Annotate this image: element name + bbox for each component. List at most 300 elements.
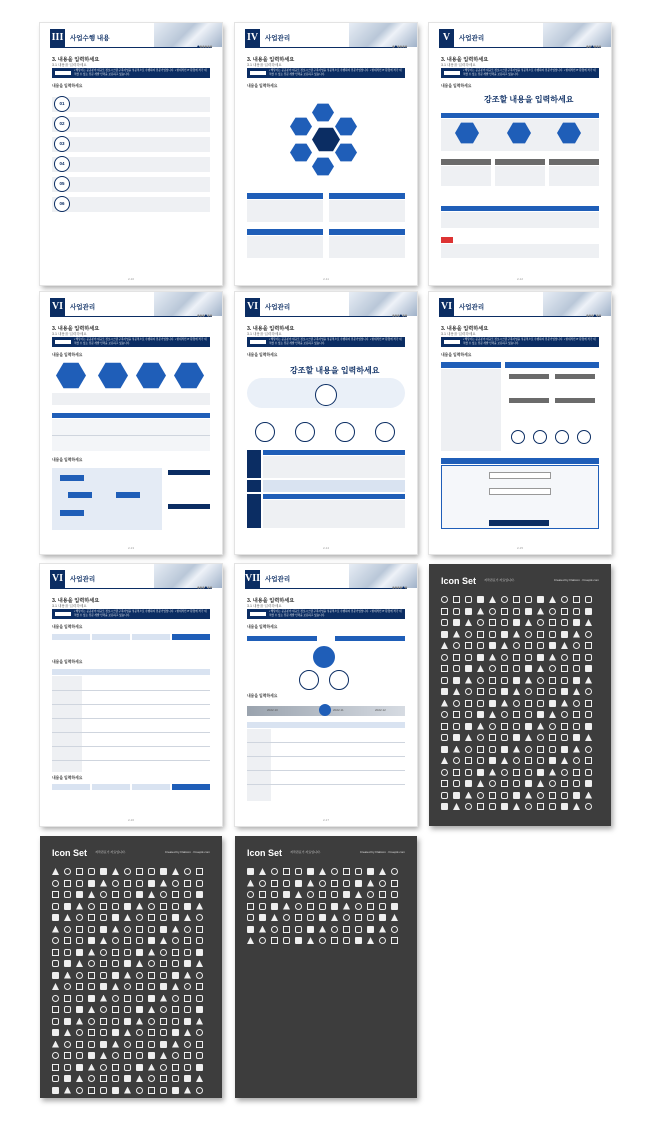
icon-glyph	[148, 914, 155, 921]
page-number: 2-12	[516, 277, 523, 281]
icon-glyph	[489, 769, 496, 776]
icon-glyph	[549, 746, 556, 753]
icon-glyph	[379, 880, 386, 887]
icon-glyph	[52, 1029, 59, 1036]
icon-glyph	[124, 903, 131, 910]
icon-glyph	[379, 891, 386, 898]
icon-glyph	[477, 746, 484, 753]
icon-glyph	[136, 891, 143, 898]
icon-glyph	[585, 769, 592, 776]
icon-glyph	[88, 983, 95, 990]
icon-glyph	[441, 677, 448, 684]
icon-glyph	[465, 654, 472, 661]
list-row	[52, 197, 210, 212]
summary-band: • 해당사는 공공분야 대규모 정보시스템 구축사업을 성공적으로 수행하여 전문기업입니다. • 현대적인 IT 환경에 적극 대처할 수 있는 전문 개발 인력을 보유하고 있습니다.	[441, 68, 599, 78]
icon-glyph	[136, 914, 143, 921]
icon-glyph	[561, 723, 568, 730]
icon-glyph	[441, 631, 448, 638]
summary-band: • 해당사는 공공분야 대규모 정보시스템 구축사업을 성공적으로 수행하여 전문기업입니다. • 현대적인 IT 환경에 적극 대처할 수 있는 전문 개발 인력을 보유하고 있습니다.	[52, 337, 210, 347]
icon-glyph	[343, 926, 350, 933]
icon-glyph	[489, 665, 496, 672]
icon-glyph	[501, 757, 508, 764]
icon-set-title: Icon Set	[441, 576, 477, 586]
keyword-circle	[335, 422, 355, 442]
icon-glyph	[585, 723, 592, 730]
icon-glyph	[561, 688, 568, 695]
summary-band: • 해당사는 공공분야 대규모 정보시스템 구축사업을 성공적으로 수행하여 전문기업입니다. • 현대적인 IT 환경에 적극 대처할 수 있는 전문 개발 인력을 보유하고 있습니다.	[441, 337, 599, 347]
item-heading: 내용을 입력하세요	[52, 625, 83, 629]
icon-glyph	[136, 903, 143, 910]
icon-glyph	[453, 688, 460, 695]
icon-glyph	[184, 1075, 191, 1082]
icon-glyph	[124, 1087, 131, 1094]
icon-glyph	[76, 1087, 83, 1094]
icon-glyph	[172, 949, 179, 956]
icon-glyph	[561, 780, 568, 787]
icon-glyph	[124, 995, 131, 1002]
icon-glyph	[501, 792, 508, 799]
icon-glyph	[112, 926, 119, 933]
icon-glyph	[585, 608, 592, 615]
icon-glyph	[477, 734, 484, 741]
icon-glyph	[477, 803, 484, 810]
icon-glyph	[465, 596, 472, 603]
icon-glyph	[489, 631, 496, 638]
icon-glyph	[112, 880, 119, 887]
icon-glyph	[319, 926, 326, 933]
section-title: 3. 내용을 입력하세요	[441, 326, 489, 332]
page-number: 2-17	[322, 818, 329, 822]
icon-glyph	[124, 1041, 131, 1048]
icon-glyph	[76, 903, 83, 910]
icon-glyph	[196, 937, 203, 944]
icon-glyph	[112, 949, 119, 956]
icon-glyph	[585, 792, 592, 799]
icon-glyph	[367, 880, 374, 887]
icon-glyph	[585, 631, 592, 638]
icon-glyph	[441, 803, 448, 810]
icon-glyph	[307, 880, 314, 887]
icon-glyph	[501, 619, 508, 626]
page-header	[40, 292, 222, 320]
icon-glyph	[52, 1064, 59, 1071]
hexagon	[174, 362, 204, 389]
icon-glyph	[501, 700, 508, 707]
icon-glyph	[453, 596, 460, 603]
icon-glyph	[172, 1006, 179, 1013]
icon-glyph	[489, 677, 496, 684]
icon-glyph	[453, 780, 460, 787]
icon-glyph	[172, 1075, 179, 1082]
icon-set-page-1[interactable]	[429, 564, 611, 826]
icon-glyph	[501, 769, 508, 776]
icon-glyph	[136, 1064, 143, 1071]
icon-glyph	[573, 803, 580, 810]
icon-glyph	[148, 960, 155, 967]
icon-glyph	[331, 914, 338, 921]
number-circle: 02	[54, 116, 70, 132]
icon-glyph	[537, 780, 544, 787]
icon-glyph	[513, 723, 520, 730]
page-thumbnail-2[interactable]	[235, 23, 417, 285]
icon-glyph	[319, 937, 326, 944]
icon-glyph	[88, 1029, 95, 1036]
icon-glyph	[525, 688, 532, 695]
icon-glyph	[453, 631, 460, 638]
icon-glyph	[525, 665, 532, 672]
icon-glyph	[136, 983, 143, 990]
icon-glyph	[283, 880, 290, 887]
summary-band: • 해당사는 공공분야 대규모 정보시스템 구축사업을 성공적으로 수행하여 전문기업입니다. • 현대적인 IT 환경에 적극 대처할 수 있는 전문 개발 인력을 보유하고 있습니다.	[247, 337, 405, 347]
icon-glyph	[513, 792, 520, 799]
icon-glyph	[525, 654, 532, 661]
icon-glyph	[489, 608, 496, 615]
icon-glyph	[64, 1075, 71, 1082]
icon-glyph	[124, 983, 131, 990]
icon-glyph	[283, 926, 290, 933]
icon-glyph	[465, 642, 472, 649]
page-thumbnail-7[interactable]	[40, 564, 222, 826]
icon-glyph	[585, 642, 592, 649]
icon-glyph	[184, 1018, 191, 1025]
icon-glyph	[453, 642, 460, 649]
icon-glyph	[561, 596, 568, 603]
hexagon	[290, 143, 312, 162]
icon-glyph	[501, 665, 508, 672]
item-heading: 내용을 입력하세요	[52, 776, 83, 780]
icon-glyph	[76, 891, 83, 898]
icon-glyph	[343, 868, 350, 875]
icon-glyph	[331, 903, 338, 910]
icon-glyph	[196, 995, 203, 1002]
page-thumbnail-3[interactable]	[429, 23, 611, 285]
hexagon	[312, 103, 334, 122]
center-hexagon	[312, 127, 340, 152]
icon-glyph	[112, 891, 119, 898]
icon-glyph	[453, 746, 460, 753]
text-box	[247, 236, 323, 258]
icon-glyph	[453, 734, 460, 741]
icon-glyph	[343, 880, 350, 887]
icon-glyph	[196, 868, 203, 875]
icon-glyph	[513, 803, 520, 810]
icon-glyph	[100, 1006, 107, 1013]
page-number: 2-15	[516, 546, 523, 550]
icon-glyph	[489, 723, 496, 730]
icon-glyph	[501, 803, 508, 810]
icon-glyph	[64, 1029, 71, 1036]
icon-glyph	[549, 619, 556, 626]
icon-glyph	[513, 596, 520, 603]
icon-glyph	[331, 926, 338, 933]
icon-glyph	[453, 711, 460, 718]
icon-glyph	[259, 868, 266, 875]
progress-dots: ●●●●●●	[391, 313, 407, 319]
icon-glyph	[52, 1018, 59, 1025]
page-thumbnail-6[interactable]	[429, 292, 611, 554]
icon-glyph	[64, 949, 71, 956]
icon-glyph	[100, 1018, 107, 1025]
header-bar	[247, 193, 323, 199]
icon-glyph	[367, 868, 374, 875]
icon-glyph	[247, 880, 254, 887]
icon-glyph	[585, 734, 592, 741]
icon-glyph	[124, 937, 131, 944]
icon-glyph	[160, 983, 167, 990]
icon-glyph	[184, 1006, 191, 1013]
icon-glyph	[319, 891, 326, 898]
icon-glyph	[76, 868, 83, 875]
chapter-number: III	[50, 29, 65, 47]
icon-glyph	[160, 903, 167, 910]
page-number: 2-10	[127, 277, 134, 281]
icon-glyph	[196, 983, 203, 990]
page-header	[429, 292, 611, 320]
icon-glyph	[52, 983, 59, 990]
icon-glyph	[88, 868, 95, 875]
icon-glyph	[124, 1029, 131, 1036]
icon-glyph	[172, 937, 179, 944]
icon-set-page-3[interactable]	[235, 836, 417, 1098]
icon-glyph	[537, 711, 544, 718]
icon-glyph	[537, 654, 544, 661]
icon-glyph	[513, 654, 520, 661]
icon-set-page-2[interactable]	[40, 836, 222, 1098]
icon-glyph	[489, 700, 496, 707]
icon-glyph	[561, 608, 568, 615]
icon-glyph	[525, 780, 532, 787]
chapter-number: VI	[50, 298, 65, 316]
icon-glyph	[76, 1006, 83, 1013]
page-thumbnail-5[interactable]	[235, 292, 417, 554]
icon-glyph	[64, 880, 71, 887]
icon-glyph	[148, 1087, 155, 1094]
icon-glyph	[271, 926, 278, 933]
icon-glyph	[64, 937, 71, 944]
icon-glyph	[441, 665, 448, 672]
icon-glyph	[136, 949, 143, 956]
icon-glyph	[513, 734, 520, 741]
timeline-date: 2022.11	[333, 708, 344, 712]
icon-glyph	[160, 937, 167, 944]
icon-glyph	[295, 937, 302, 944]
icon-glyph	[271, 914, 278, 921]
header-bar	[329, 229, 405, 235]
icon-glyph	[88, 1006, 95, 1013]
icon-glyph	[112, 1087, 119, 1094]
icon-glyph	[573, 734, 580, 741]
icon-glyph	[100, 983, 107, 990]
icon-glyph	[52, 914, 59, 921]
icon-glyph	[172, 1018, 179, 1025]
icon-glyph	[88, 960, 95, 967]
icon-glyph	[525, 792, 532, 799]
icon-glyph	[441, 746, 448, 753]
icon-glyph	[465, 665, 472, 672]
icon-glyph	[477, 596, 484, 603]
icon-glyph	[283, 891, 290, 898]
icon-glyph	[549, 596, 556, 603]
icon-glyph	[501, 711, 508, 718]
icon-glyph	[196, 926, 203, 933]
icon-glyph	[453, 677, 460, 684]
icon-glyph	[477, 654, 484, 661]
icon-glyph	[160, 1018, 167, 1025]
chapter-title: 사업관리	[265, 304, 291, 311]
icon-glyph	[148, 1064, 155, 1071]
icon-glyph	[585, 688, 592, 695]
icon-glyph	[573, 757, 580, 764]
icon-glyph	[379, 926, 386, 933]
icon-glyph	[489, 780, 496, 787]
icon-glyph	[561, 711, 568, 718]
icon-glyph	[52, 960, 59, 967]
icon-glyph	[561, 769, 568, 776]
icon-glyph	[196, 1018, 203, 1025]
icon-glyph	[184, 1064, 191, 1071]
icon-glyph	[573, 665, 580, 672]
icon-glyph	[295, 926, 302, 933]
icon-glyph	[112, 1052, 119, 1059]
icon-glyph	[259, 926, 266, 933]
icon-glyph	[148, 868, 155, 875]
icon-glyph	[52, 903, 59, 910]
icon-glyph	[52, 949, 59, 956]
icon-glyph	[271, 903, 278, 910]
page-header	[235, 23, 417, 51]
icon-glyph	[112, 1075, 119, 1082]
icon-glyph	[172, 926, 179, 933]
icon-glyph	[295, 891, 302, 898]
icon-glyph	[247, 891, 254, 898]
icon-glyph	[76, 926, 83, 933]
icon-glyph	[537, 665, 544, 672]
icon-glyph	[184, 926, 191, 933]
icon-glyph	[489, 792, 496, 799]
icon-glyph	[501, 677, 508, 684]
subsection-title: 3.1 내용을 입력하세요	[52, 604, 87, 608]
icon-glyph	[319, 914, 326, 921]
icon-glyph	[172, 1064, 179, 1071]
icon-glyph	[64, 960, 71, 967]
timeline-date: 2022.10	[267, 708, 278, 712]
list-row	[52, 117, 210, 132]
icon-glyph	[525, 734, 532, 741]
summary-band: • 해당사는 공공분야 대규모 정보시스템 구축사업을 성공적으로 수행하여 전문기업입니다. • 현대적인 IT 환경에 적극 대처할 수 있는 전문 개발 인력을 보유하고 있습니다.	[52, 68, 210, 78]
icon-glyph	[355, 926, 362, 933]
icon-glyph	[184, 960, 191, 967]
icon-glyph	[196, 1006, 203, 1013]
icon-glyph	[561, 631, 568, 638]
icon-glyph	[367, 903, 374, 910]
icon-glyph	[136, 937, 143, 944]
icon-glyph	[477, 700, 484, 707]
item-heading: 내용을 입력하세요	[52, 353, 83, 357]
icon-glyph	[160, 1041, 167, 1048]
icon-glyph	[64, 903, 71, 910]
page-thumbnail-4[interactable]	[40, 292, 222, 554]
icon-glyph	[465, 780, 472, 787]
icon-grid	[52, 868, 203, 1094]
icon-glyph	[100, 926, 107, 933]
icon-glyph	[184, 868, 191, 875]
icon-glyph	[136, 972, 143, 979]
icon-glyph	[124, 891, 131, 898]
icon-glyph	[295, 880, 302, 887]
icon-glyph	[64, 1052, 71, 1059]
icon-glyph	[573, 631, 580, 638]
icon-glyph	[52, 972, 59, 979]
icon-glyph	[100, 1041, 107, 1048]
icon-glyph	[549, 642, 556, 649]
icon-glyph	[64, 1087, 71, 1094]
hexagon	[312, 157, 334, 176]
timeline-date: 2022.12	[375, 708, 386, 712]
page-thumbnail-1[interactable]	[40, 23, 222, 285]
icon-glyph	[64, 891, 71, 898]
icon-glyph	[525, 700, 532, 707]
icon-glyph	[573, 608, 580, 615]
icon-glyph	[477, 723, 484, 730]
icon-glyph	[160, 914, 167, 921]
icon-glyph	[477, 792, 484, 799]
icon-glyph	[124, 960, 131, 967]
chapter-title: 사업관리	[70, 304, 96, 311]
icon-glyph	[525, 619, 532, 626]
icon-glyph	[76, 995, 83, 1002]
icon-glyph	[172, 903, 179, 910]
icon-glyph	[100, 903, 107, 910]
icon-glyph	[136, 995, 143, 1002]
number-circle: 06	[54, 196, 70, 212]
icon-glyph	[561, 665, 568, 672]
icon-glyph	[184, 1087, 191, 1094]
icon-glyph	[76, 1064, 83, 1071]
icon-glyph	[585, 654, 592, 661]
chapter-title: 사업관리	[459, 304, 485, 311]
icon-glyph	[64, 972, 71, 979]
icon-glyph	[585, 757, 592, 764]
icon-glyph	[489, 688, 496, 695]
icon-glyph	[549, 631, 556, 638]
page-number: 2-11	[323, 277, 329, 281]
icon-glyph	[549, 677, 556, 684]
icon-glyph	[112, 1041, 119, 1048]
icon-glyph	[537, 757, 544, 764]
icon-glyph	[367, 937, 374, 944]
icon-glyph	[172, 972, 179, 979]
icon-glyph	[124, 1075, 131, 1082]
page-thumbnail-8[interactable]	[235, 564, 417, 826]
icon-glyph	[391, 891, 398, 898]
icon-glyph	[148, 1029, 155, 1036]
icon-glyph	[525, 642, 532, 649]
table-header	[52, 413, 210, 418]
icon-glyph	[453, 769, 460, 776]
hexagon	[98, 362, 128, 389]
icon-glyph	[307, 903, 314, 910]
icon-glyph	[124, 1064, 131, 1071]
chapter-title: 사업관리	[70, 576, 96, 583]
icon-glyph	[573, 792, 580, 799]
icon-glyph	[172, 960, 179, 967]
icon-glyph	[465, 792, 472, 799]
icon-glyph	[465, 746, 472, 753]
icon-glyph	[525, 608, 532, 615]
icon-glyph	[88, 1018, 95, 1025]
icon-glyph	[100, 1087, 107, 1094]
icon-glyph	[489, 711, 496, 718]
